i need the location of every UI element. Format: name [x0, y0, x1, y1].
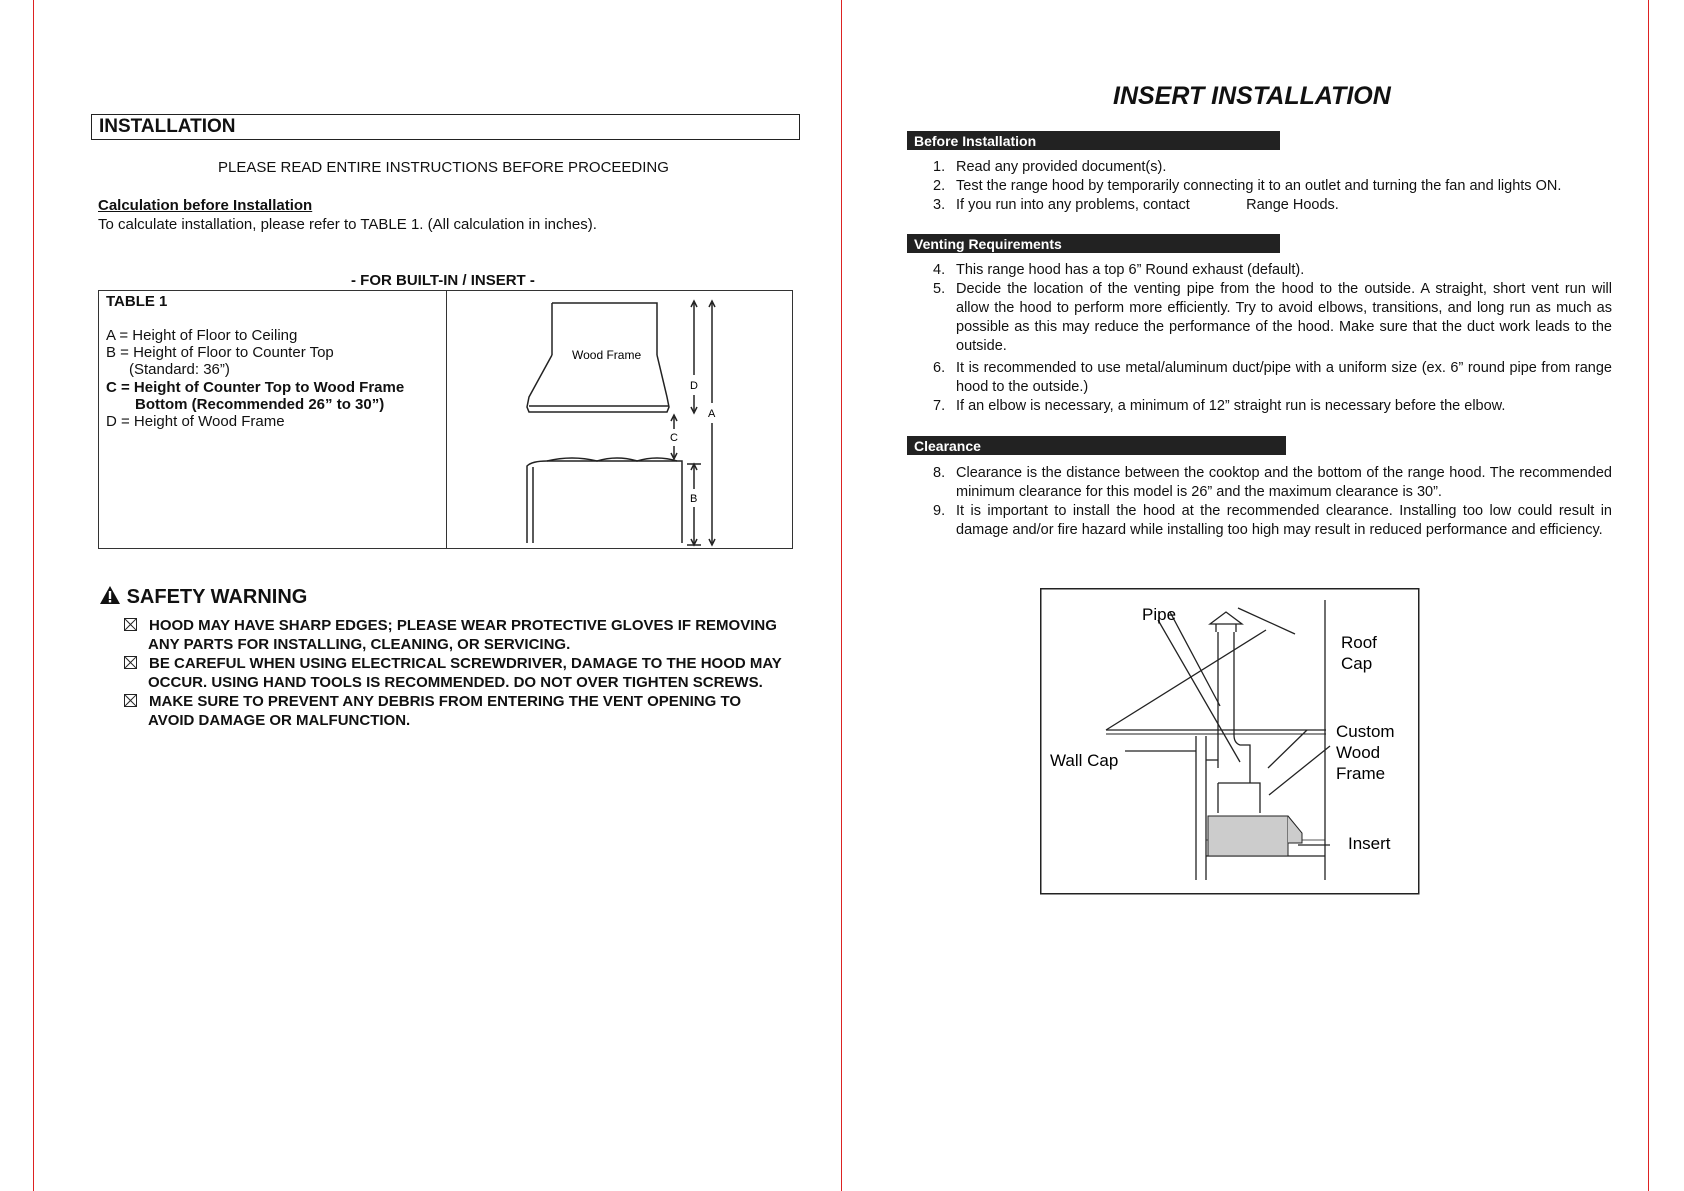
- item-num: 6.: [933, 360, 946, 376]
- page-border-right: [1648, 0, 1649, 1191]
- table-1: [98, 290, 793, 549]
- item-num: 9.: [933, 503, 946, 519]
- item-num: 5.: [933, 281, 946, 297]
- insert-installation-title: INSERT INSTALLATION: [1113, 82, 1391, 110]
- wall-cap-label: Wall Cap: [1050, 751, 1119, 770]
- item-text: Test the range hood by temporarily connecting it to an outlet and turning the fan and lights ON.: [956, 178, 1562, 194]
- label-b: B: [690, 493, 698, 505]
- item-num: 7.: [933, 398, 946, 414]
- table-line-d: D = Height of Wood Frame: [106, 413, 285, 430]
- frame-label: Frame: [1336, 764, 1386, 783]
- safety-warning-heading: [99, 585, 307, 609]
- item-num: 4.: [933, 262, 946, 278]
- table-line-b2: (Standard: 36”): [129, 361, 230, 378]
- list-item: [907, 464, 1612, 502]
- page-divider: [841, 0, 842, 1191]
- item-num: 8.: [933, 465, 946, 481]
- insert-installation-diagram: [1040, 588, 1420, 896]
- page-border-left: [33, 0, 34, 1191]
- installation-title-box: [91, 114, 800, 140]
- table-line-c2: Bottom (Recommended 26” to 30”): [135, 396, 385, 413]
- roof-line: [1106, 630, 1266, 730]
- warning-line: AVOID DAMAGE OR MALFUNCTION.: [148, 712, 411, 729]
- label-d: D: [690, 380, 698, 392]
- list-item: [907, 177, 1612, 196]
- roof-label: Roof: [1341, 633, 1377, 652]
- item-text: If an elbow is necessary, a minimum of 12” straight run is necessary before the elbow.: [956, 398, 1506, 414]
- item-text: This range hood has a top 6” Round exhaust (default).: [956, 262, 1305, 278]
- before-installation-list: [907, 158, 1612, 215]
- pipe-label: Pipe: [1142, 605, 1177, 624]
- before-installation-heading: Before Installation: [914, 133, 1037, 149]
- table-line-c: C = Height of Counter Top to Wood Frame: [106, 379, 405, 396]
- table-title: TABLE 1: [106, 293, 168, 310]
- list-item: [907, 280, 1612, 356]
- venting-list: [907, 261, 1612, 416]
- item-text: It is important to install the hood at the recommended clearance. Installing too low could result in damage and/or fire hazard while installing too high may result in reduced performance and efficiency.: [956, 503, 1612, 538]
- checkbox-x-icon: [124, 656, 137, 669]
- list-item: [907, 196, 1612, 215]
- table-line-b: B = Height of Floor to Counter Top: [106, 344, 334, 361]
- vent-pipe: [1218, 632, 1234, 735]
- left-wall: [1196, 736, 1206, 880]
- label-c: C: [670, 432, 678, 444]
- cabinet: [527, 461, 682, 543]
- item-text: Decide the location of the venting pipe from the hood to the outside. A straight, short vent run will allow the hood to perform more efficiently. Try to avoid elbows, transitions, and long run as much as possible as this may reduce the performance of the hood. Make sure that the duct work leads to the outside.: [956, 281, 1612, 354]
- before-installation-bar: [907, 131, 1280, 150]
- item-num: 2.: [933, 178, 946, 194]
- built-in-heading: - FOR BUILT-IN / INSERT -: [351, 272, 535, 289]
- list-item: [907, 158, 1612, 177]
- calc-heading: Calculation before Installation: [98, 197, 313, 214]
- list-item: [907, 359, 1612, 397]
- checkbox-x-icon: [124, 694, 137, 707]
- warning-list: [124, 616, 782, 730]
- list-item: [907, 261, 1612, 280]
- venting-requirements-heading: Venting Requirements: [914, 236, 1062, 252]
- item-text: If you run into any problems, contact Range Hoods.: [956, 197, 1339, 213]
- item-text: Read any provided document(s).: [956, 159, 1167, 175]
- table-line-a: A = Height of Floor to Ceiling: [106, 327, 298, 344]
- warning-triangle-icon: [99, 585, 121, 605]
- list-item: [907, 397, 1612, 416]
- item-num: 3.: [933, 197, 946, 213]
- warning-line: ANY PARTS FOR INSTALLING, CLEANING, OR SERVICING.: [148, 636, 571, 653]
- venting-requirements-bar: [907, 234, 1280, 253]
- warning-line: MAKE SURE TO PREVENT ANY DEBRIS FROM ENTERING THE VENT OPENING TO: [149, 693, 742, 710]
- warning-item: [124, 692, 782, 730]
- hood-body: [527, 355, 669, 412]
- list-item: [907, 502, 1612, 540]
- clearance-list: [907, 464, 1612, 540]
- clearance-heading: Clearance: [914, 438, 981, 454]
- checkbox-x-icon: [124, 618, 137, 631]
- warning-line: BE CAREFUL WHEN USING ELECTRICAL SCREWDRIVER, DAMAGE TO THE HOOD MAY: [149, 655, 782, 672]
- wood-frame-label: Wood Frame: [572, 348, 642, 362]
- clearance-bar: [907, 436, 1286, 455]
- warning-item: [124, 654, 782, 692]
- safety-warning-title: SAFETY WARNING: [126, 586, 308, 608]
- warning-item: [124, 616, 782, 654]
- label-a: A: [708, 408, 716, 420]
- hood-height-diagram: [447, 291, 793, 549]
- insert-hood: [1208, 816, 1288, 856]
- cap-label: Cap: [1341, 654, 1373, 673]
- warning-line: OCCUR. USING HAND TOOLS IS RECOMMENDED. DO NOT OVER TIGHTEN SCREWS.: [148, 674, 763, 691]
- insert-label: Insert: [1348, 834, 1391, 853]
- read-instructions-line: PLEASE READ ENTIRE INSTRUCTIONS BEFORE PROCEEDING: [218, 159, 669, 176]
- roof-cap: [1210, 612, 1242, 624]
- installation-title: INSTALLATION: [99, 116, 236, 137]
- custom-label: Custom: [1336, 722, 1395, 741]
- item-text: It is recommended to use metal/aluminum duct/pipe with a uniform size (ex. 6” round pipe from range hood to the outside.): [956, 360, 1612, 395]
- calc-text: To calculate installation, please refer to TABLE 1. (All calculation in inches).: [98, 216, 597, 233]
- warning-line: HOOD MAY HAVE SHARP EDGES; PLEASE WEAR PROTECTIVE GLOVES IF REMOVING: [149, 617, 777, 634]
- wood-frame: [1218, 783, 1260, 813]
- item-text: Clearance is the distance between the cooktop and the bottom of the range hood. The recommended minimum clearance for this model is 26” and the maximum clearance is 30”.: [956, 465, 1612, 500]
- wood-label: Wood: [1336, 743, 1381, 762]
- item-num: 1.: [933, 159, 946, 175]
